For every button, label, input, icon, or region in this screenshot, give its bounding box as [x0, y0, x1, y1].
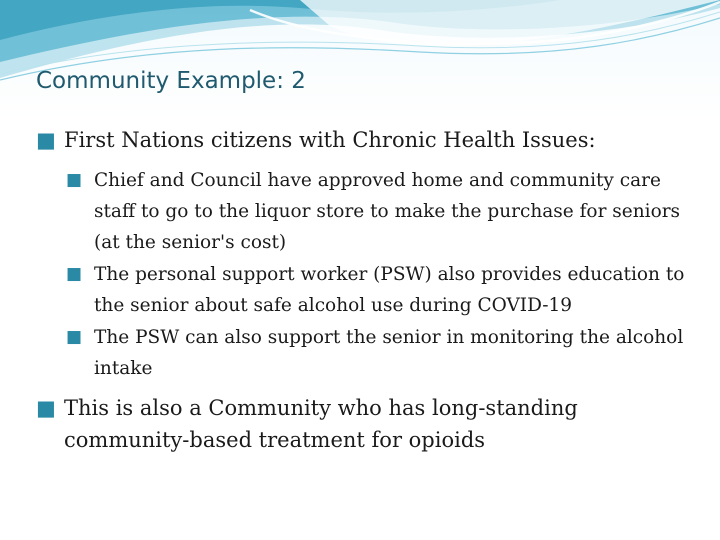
sub-bullet-text: The personal support worker (PSW) also provides education to the senior about safe alcohol use during COVID-19 — [94, 264, 685, 316]
sub-bullet-text: Chief and Council have approved home and community care staff to go to the liquor store to make the purchase for seniors (at the senior's cost) — [94, 170, 681, 253]
bullet-item — [0, 392, 690, 456]
bullet-list — [0, 124, 720, 456]
square-bullet-icon: ■ — [66, 264, 83, 284]
bullet-text: This is also a Community who has long-standing community-based treatment for opioids — [64, 396, 578, 452]
square-bullet-icon: ■ — [36, 396, 56, 420]
bullet-item — [0, 124, 690, 156]
sub-bullet-item — [0, 165, 690, 258]
square-bullet-icon: ■ — [36, 128, 56, 152]
slide-title: Community Example: 2 — [36, 68, 306, 94]
bullet-text: First Nations citizens with Chronic Health Issues: — [64, 128, 596, 152]
sub-bullet-item — [0, 259, 690, 321]
square-bullet-icon: ■ — [66, 327, 83, 347]
square-bullet-icon: ■ — [66, 170, 83, 190]
sub-bullet-text: The PSW can also support the senior in monitoring the alcohol intake — [94, 327, 684, 379]
sub-bullet-item — [0, 322, 690, 384]
